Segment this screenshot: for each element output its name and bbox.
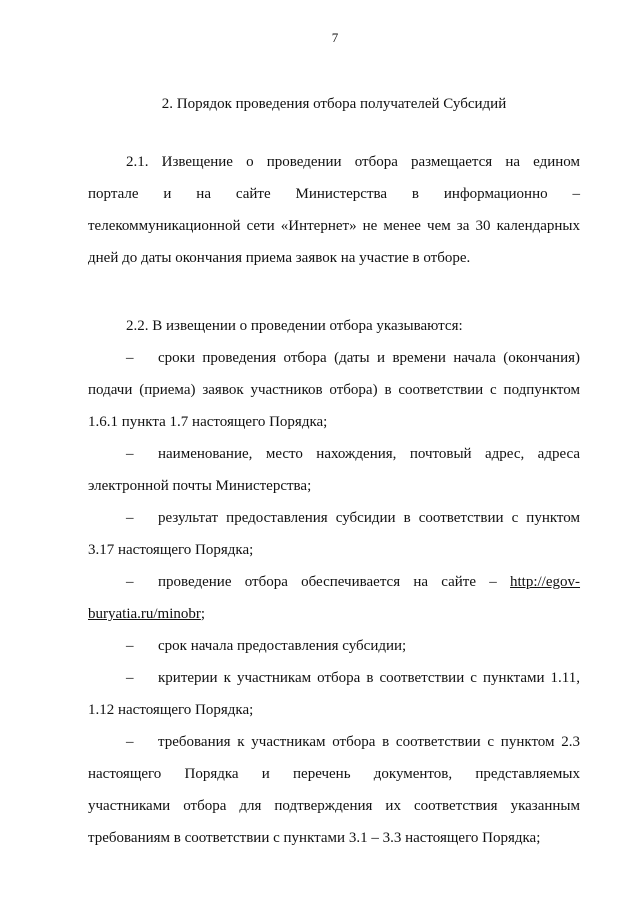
list-item-line: [88, 630, 580, 662]
list-item-line: [88, 598, 580, 630]
section-title: 2. Порядок проведения отбора получателей Субсидий: [161, 96, 507, 112]
list-item-text: сроки проведения отбора (даты и времени начала (окончания): [158, 350, 580, 366]
minobr-link[interactable]: http://egov-: [510, 574, 581, 590]
dash-marker: –: [126, 734, 134, 750]
paragraph-2-1-line: портале и на сайте Министерства в информационно –: [88, 186, 580, 202]
paragraph-2-1-line: телекоммуникационной сети «Интернет» не менее чем за 30 календарных: [88, 218, 580, 234]
list-item-line: [88, 726, 580, 758]
paragraph-2-1-line: дней до даты окончания приема заявок на участие в отборе.: [88, 250, 471, 266]
list-item-line: [88, 566, 580, 598]
list-item-line: участниками отбора для подтверждения их соответствия указанным: [88, 798, 580, 814]
list-item-line: требованиям в соответствии с пунктами 3.1 – 3.3 настоящего Порядка;: [88, 830, 541, 846]
list-item-text: наименование, место нахождения, почтовый адрес, адреса: [158, 446, 580, 462]
list-item-text: результат предоставления субсидии в соответствии с пунктом: [158, 510, 580, 526]
list-item-line: 1.12 настоящего Порядка;: [88, 702, 254, 718]
dash-marker: –: [126, 670, 134, 686]
paragraph-2-2-intro: 2.2. В извещении о проведении отбора указываются:: [126, 318, 463, 334]
dash-marker: –: [126, 350, 134, 366]
list-item-line: 3.17 настоящего Порядка;: [88, 542, 254, 558]
list-item-line: [88, 342, 580, 374]
paragraph-2-2: [88, 310, 580, 854]
paragraph-2-1-line: 2.1. Извещение о проведении отбора размещается на едином: [126, 154, 580, 170]
dash-marker: –: [126, 574, 134, 590]
list-item-text: критерии к участникам отбора в соответствии с пунктами 1.11,: [158, 670, 580, 686]
dash-marker: –: [126, 638, 134, 654]
list-item-text: проведение отбора обеспечивается на сайте –: [158, 574, 497, 590]
dash-marker: –: [126, 510, 134, 526]
list-item-line: [88, 662, 580, 694]
list-item-text: срок начала предоставления субсидии;: [158, 638, 407, 654]
page-number: 7: [331, 30, 339, 45]
list-item-text: требования к участникам отбора в соответствии с пунктом 2.3: [158, 734, 580, 750]
list-item-line: электронной почты Министерства;: [88, 478, 312, 494]
paragraph-2-1: [88, 146, 580, 274]
list-item-line: 1.6.1 пункта 1.7 настоящего Порядка;: [88, 414, 328, 430]
list-item-text: ;: [200, 606, 206, 622]
list-item-line: [88, 502, 580, 534]
list-item-line: [88, 438, 580, 470]
list-item-line: настоящего Порядка и перечень документов, представляемых: [88, 766, 580, 782]
minobr-link-continued[interactable]: buryatia.ru/minobr: [88, 606, 201, 622]
dash-marker: –: [126, 446, 134, 462]
list-item-line: подачи (приема) заявок участников отбора) в соответствии с подпунктом: [88, 382, 580, 398]
